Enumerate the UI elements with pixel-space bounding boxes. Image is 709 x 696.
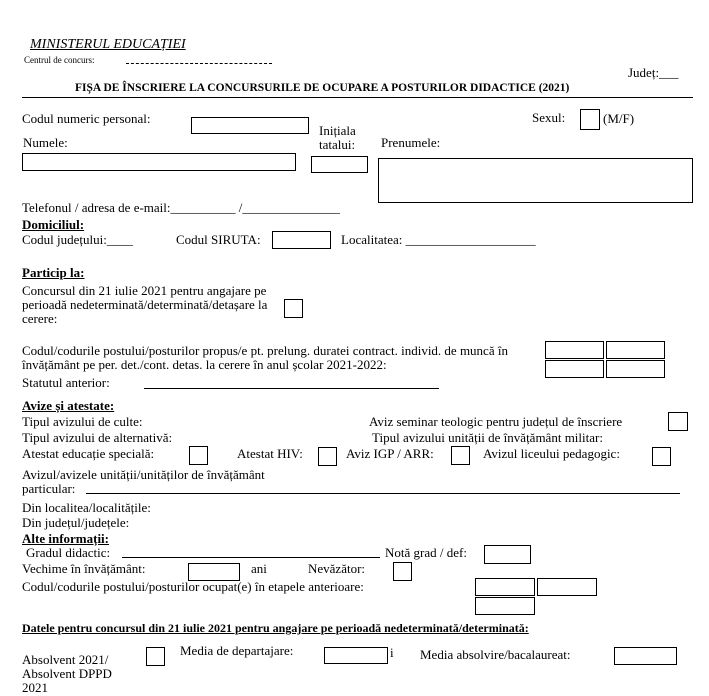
concurs-label: Concursul din 21 iulie 2021 pentru angajare pe perioadă nedeterminată/determinată/detașare la cerere: xyxy=(22,283,268,326)
form-title: FIȘA DE ÎNSCRIERE LA CONCURSURILE DE OCUPARE A POSTURILOR DIDACTICE (2021) xyxy=(75,82,570,94)
seminar-label: Aviz seminar teologic pentru județul de înscriere xyxy=(369,414,623,429)
media-dep-field[interactable] xyxy=(324,647,388,664)
statut-label: Statutul anterior: xyxy=(22,375,110,390)
domiciliu-heading: Domiciliul: xyxy=(22,217,85,232)
speciala-checkbox[interactable] xyxy=(189,446,208,465)
media-dep-label: Media de departajare: xyxy=(180,643,294,658)
judet-label: Județ:___ xyxy=(628,65,679,80)
culte-label: Tipul avizului de culte: xyxy=(22,414,143,429)
date-heading: Datele pentru concursul din 21 iulie 2021 pentru angajare pe perioadă nedeterminată/determinată: xyxy=(22,621,529,635)
initiala-field[interactable] xyxy=(311,156,368,173)
title-rule xyxy=(22,97,693,98)
igp-checkbox[interactable] xyxy=(451,446,470,465)
initiala-label: Inițiala tatalui: xyxy=(319,123,356,152)
cod-judet-label[interactable]: Codul județului:____ xyxy=(22,232,133,247)
absolvent-checkbox[interactable] xyxy=(146,647,165,666)
vechime-label: Vechime în învățământ: xyxy=(22,561,146,576)
cnp-field[interactable] xyxy=(191,117,309,134)
seminar-checkbox[interactable] xyxy=(668,412,688,431)
media-abs-label: Media absolvire/bacalaureat: xyxy=(420,647,571,662)
telefon-label[interactable]: Telefonul / adresa de e-mail:__________ /_______________ xyxy=(22,200,340,215)
localitatea-label[interactable]: Localitatea: ____________________ xyxy=(341,232,536,247)
cod-post-field-1[interactable] xyxy=(545,341,604,359)
concurs-checkbox[interactable] xyxy=(284,299,303,318)
grad-line[interactable] xyxy=(122,557,380,558)
cnp-label: Codul numeric personal: xyxy=(22,111,151,126)
speciala-label: Atestat educație specială: xyxy=(22,446,155,461)
cod-post-field-2[interactable] xyxy=(606,341,665,359)
particular-line[interactable] xyxy=(86,493,680,494)
nevazator-checkbox[interactable] xyxy=(393,562,412,581)
coduri-label: Codul/codurile postului/posturilor propus/e pt. prelung. duratei contract. individ. de muncă în învățământ pe per. det./cont. detas. la cerere în anul școlar 2021-2022: xyxy=(22,343,508,372)
particular-label: Avizul/avizele unității/unităților de învățământ particular: xyxy=(22,467,265,496)
liceului-checkbox[interactable] xyxy=(652,447,671,466)
nota-label: Notă grad / def: xyxy=(385,545,467,560)
media-abs-field[interactable] xyxy=(614,647,677,665)
localitatea-din-label: Din localitea/localitățile: xyxy=(22,500,151,515)
ocupat-field-3[interactable] xyxy=(475,597,535,615)
alte-heading: Alte informații: xyxy=(22,531,110,546)
liceului-label: Avizul liceului pedagogic: xyxy=(483,446,620,461)
ani-label: ani xyxy=(251,561,267,576)
ocupat-field-1[interactable] xyxy=(475,578,535,596)
sex-label: Sexul: xyxy=(532,110,566,125)
cod-post-field-3[interactable] xyxy=(545,360,604,378)
siruta-field[interactable] xyxy=(272,231,331,249)
prenumele-field[interactable] xyxy=(378,158,693,203)
sex-hint: (M/F) xyxy=(603,111,635,126)
grad-label: Gradul didactic: xyxy=(26,545,111,560)
numele-label: Numele: xyxy=(23,135,68,150)
ocupat-label: Codul/codurile postului/posturilor ocupat(e) în etapele anterioare: xyxy=(22,579,364,594)
sex-field[interactable] xyxy=(580,109,600,130)
absolvent-label: Absolvent 2021/ Absolvent DPPD 2021 xyxy=(22,652,112,695)
ministry-name: MINISTERUL EDUCAȚIEI xyxy=(30,37,186,52)
statut-line[interactable] xyxy=(144,388,439,389)
nota-field[interactable] xyxy=(484,545,531,564)
alternativa-label: Tipul avizului de alternativă: xyxy=(22,430,173,445)
particip-heading: Particip la: xyxy=(22,265,85,280)
hiv-label: Atestat HIV: xyxy=(237,446,303,461)
avize-heading: Avize și atestate: xyxy=(22,398,115,413)
media-separator: i xyxy=(390,645,394,660)
centru-line[interactable] xyxy=(126,63,272,64)
hiv-checkbox[interactable] xyxy=(318,447,337,466)
numele-field[interactable] xyxy=(22,153,296,171)
militar-label: Tipul avizului unității de învățământ militar: xyxy=(372,430,603,445)
judetul-din-label: Din județul/județele: xyxy=(22,515,130,530)
cod-post-field-4[interactable] xyxy=(606,360,665,378)
nevazator-label: Nevăzător: xyxy=(308,561,366,576)
centru-label: Centrul de concurs: xyxy=(24,55,95,65)
igp-label: Aviz IGP / ARR: xyxy=(346,446,434,461)
ocupat-field-2[interactable] xyxy=(537,578,597,596)
prenumele-label: Prenumele: xyxy=(381,135,441,150)
siruta-label: Codul SIRUTA: xyxy=(176,232,261,247)
